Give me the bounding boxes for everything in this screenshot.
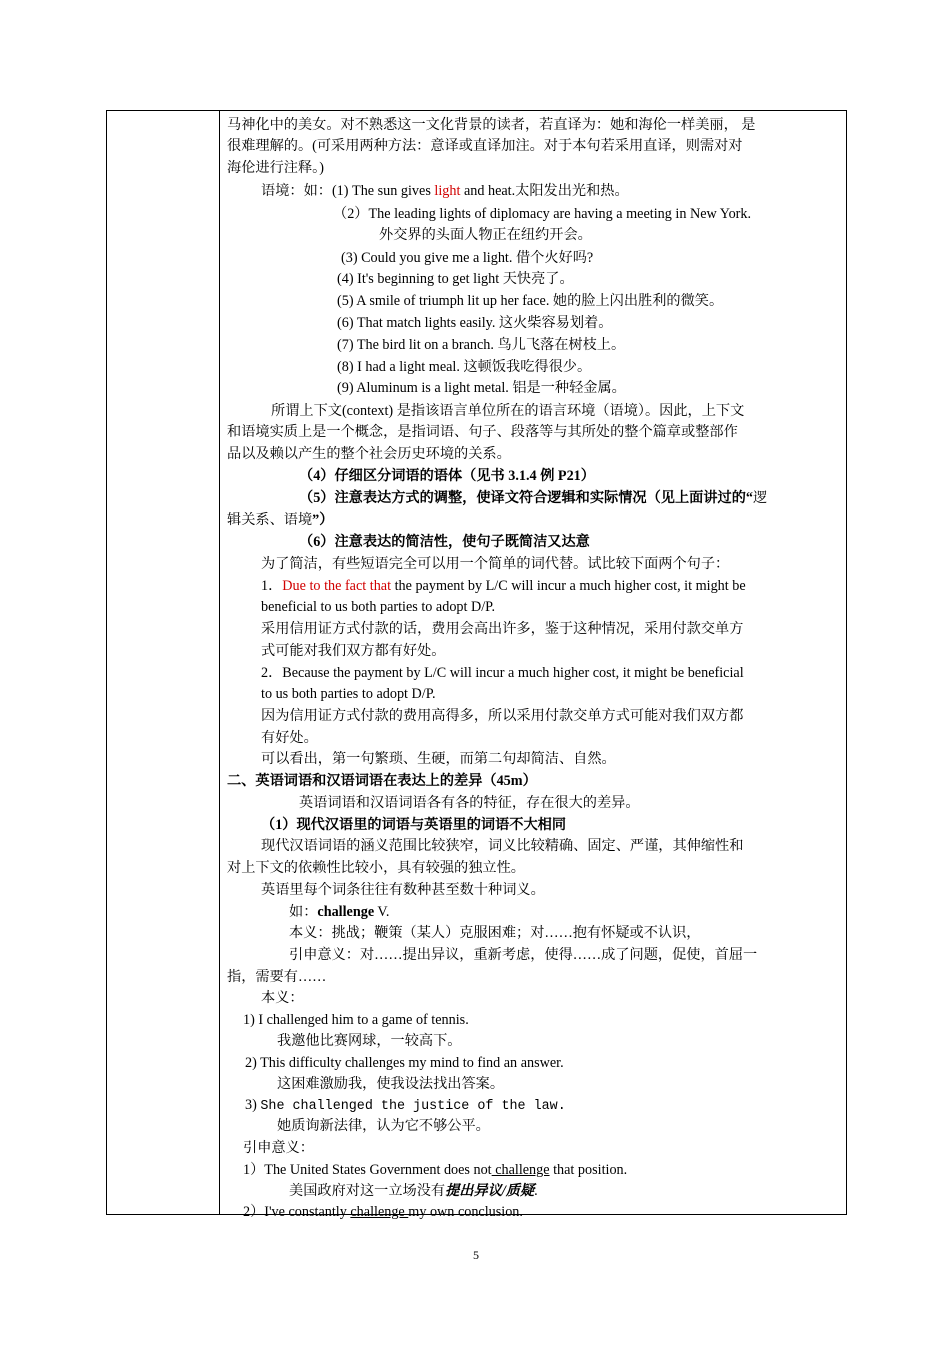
text-line: 可以看出，第一句繁琐、生硬，而第二句却简洁、自然。 (261, 751, 616, 767)
highlighted-word: light (434, 183, 461, 199)
text-line: beneficial to us both parties to adopt D/P. (261, 599, 496, 615)
text-line: 我邀他比赛网球，一较高下。 (277, 1033, 462, 1049)
text-line: 辑关系、语境”） (227, 512, 334, 528)
text-line: 所谓上下文(context) 是指该语言单位所在的语言环境（语境）。因此，上下文 (271, 403, 745, 419)
column-divider (219, 111, 220, 1214)
text-line: 现代汉语词语的涵义范围比较狭窄，词义比较精确、固定、严谨，其伸缩性和 (261, 838, 744, 854)
text-line: (7) The bird lit on a branch. 鸟儿飞落在树枝上。 (337, 337, 626, 353)
section-heading: （1）现代汉语里的词语与英语里的词语不大相同 (261, 817, 567, 833)
text-line: 她质询新法律，认为它不够公平。 (277, 1118, 490, 1134)
text-line: 很难理解的。(可采用两种方法：意译或直译加注。对于本句若采用直译，则需对对 (227, 138, 743, 154)
text-line: 对上下文的依赖性比较小，具有较强的独立性。 (227, 860, 525, 876)
text-line: 2．Because the payment by L/C will incur a much higher cost, it might be beneficial (261, 665, 744, 681)
text-line: 1) I challenged him to a game of tennis. (243, 1012, 469, 1028)
text-line: (8) I had a light meal. 这顿饭我吃得很少。 (337, 359, 592, 375)
text-line: 外交界的头面人物正在纽约开会。 (379, 227, 592, 243)
section-heading: 二、英语词语和汉语词语在表达上的差异（45m） (227, 773, 537, 789)
text-line: 1．Due to the fact that the payment by L/C will incur a much higher cost, it might be (261, 578, 746, 594)
text-line: 3) She challenged the justice of the law. (245, 1097, 566, 1114)
text-line: 海伦进行注释。) (227, 160, 324, 176)
text-line: 有好处。 (261, 730, 318, 746)
text-line: (4) It's beginning to get light 天快亮了。 (337, 271, 574, 287)
text-line: 马神化中的美女。对不熟悉这一文化背景的读者，若直译为：她和海伦一样美丽， 是 (227, 117, 756, 133)
text-line: 因为信用证方式付款的费用高得多，所以采用付款交单方式可能对我们双方都 (261, 708, 744, 724)
text-line: 美国政府对这一立场没有提出异议/质疑. (289, 1183, 538, 1199)
table-frame (106, 110, 847, 1220)
text-line: 引申意义： (243, 1140, 314, 1156)
text-line: 采用信用证方式付款的话，费用会高出许多，鉴于这种情况，采用付款交单方 (261, 621, 744, 637)
text-line: 为了简洁，有些短语完全可以用一个简单的词代替。试比较下面两个句子： (261, 556, 730, 572)
text-line: 引申意义：对……提出异议，重新考虑，使得……成了问题，促使，首屈一 (289, 947, 758, 963)
text-line: (5) A smile of triumph lit up her face. 她的脸上闪出胜利的微笑。 (337, 293, 724, 309)
text-line: 英语词语和汉语词语各有各的特征，存在很大的差异。 (299, 795, 640, 811)
text-line: （2）The leading lights of diplomacy are having a meeting in New York. (333, 206, 752, 222)
text-line: 指，需要有…… (227, 969, 327, 985)
text-line: 如：challenge V. (289, 904, 390, 920)
text-line: 本义： (261, 990, 304, 1006)
text-line: 品以及赖以产生的整个社会历史环境的关系。 (227, 446, 511, 462)
text-line: 英语里每个词条往往有数种甚至数十种词义。 (261, 882, 545, 898)
text-line: 和语境实质上是一个概念，是指词语、句子、段落等与其所处的整个篇章或整部作 (227, 424, 738, 440)
section-heading: （5）注意表达方式的调整，使译文符合逻辑和实际情况（见上面讲过的“逻 (299, 490, 768, 506)
text-line: (9) Aluminum is a light metal. 铝是一种轻金属。 (337, 380, 626, 396)
section-heading: （6）注意表达的简洁性，使句子既简洁又达意 (299, 534, 590, 550)
text-line: 2）I've constantly challenge my own conclusion. (243, 1204, 523, 1220)
highlighted-phrase: Due to the fact that (282, 578, 392, 594)
text-line: 式可能对我们双方都有好处。 (261, 643, 446, 659)
text-line: 本义：挑战；鞭策（某人）克服困难；对……抱有怀疑或不认识， (289, 925, 701, 941)
text-line: 2) This difficulty challenges my mind to find an answer. (245, 1055, 564, 1071)
text-line: (6) That match lights easily. 这火柴容易划着。 (337, 315, 613, 331)
page-number: 5 (473, 1248, 479, 1262)
text-line: 1）The United States Government does not challenge that position. (243, 1162, 628, 1178)
text-line: to us both parties to adopt D/P. (261, 686, 436, 702)
text-line: 语境：如：(1) The sun gives light and heat.太阳发出光和热。 (261, 183, 629, 199)
text-line: (3) Could you give me a light. 借个火好吗? (341, 250, 594, 266)
text-line: 这困难激励我，使我设法找出答案。 (277, 1076, 505, 1092)
section-heading: （4）仔细区分词语的语体（见书 3.1.4 例 P21） (299, 468, 595, 484)
